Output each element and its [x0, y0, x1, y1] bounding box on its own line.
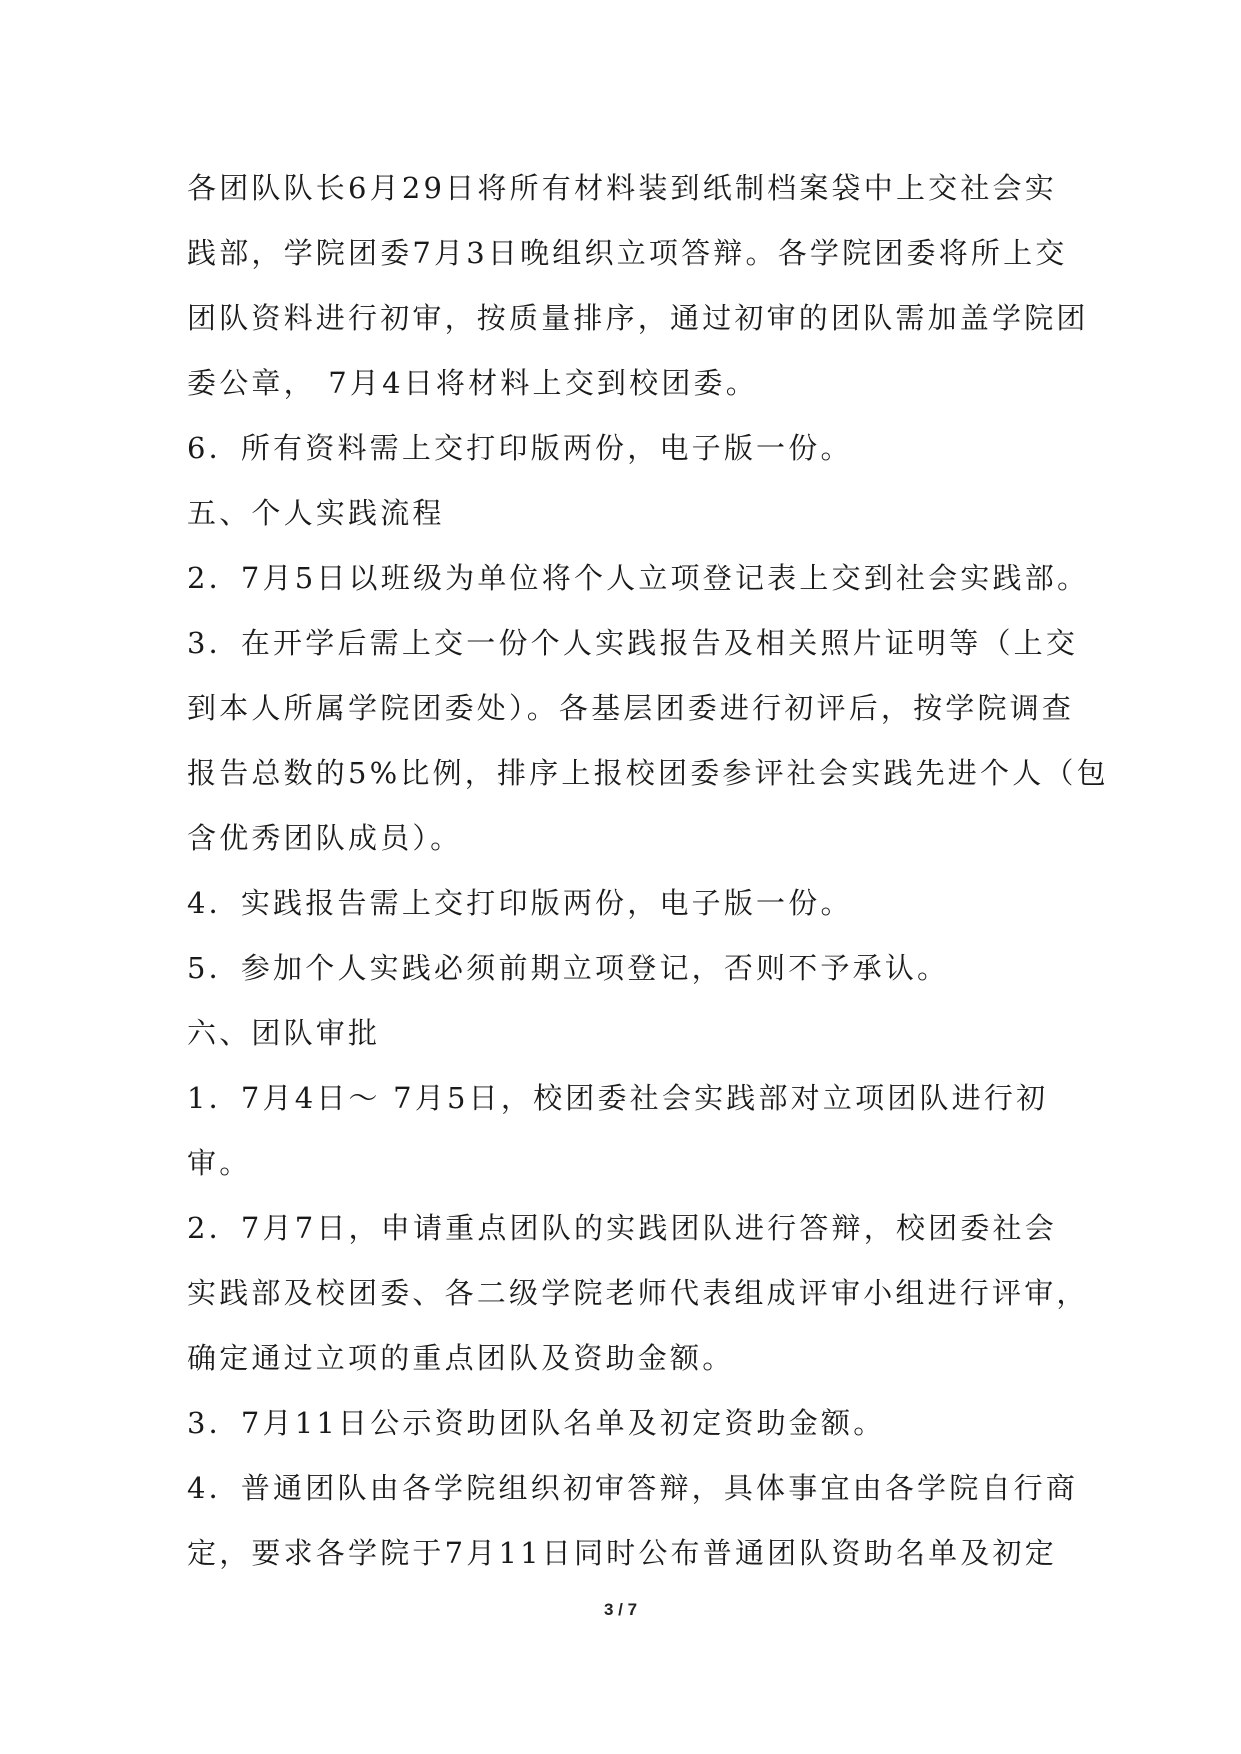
text-line: 2．7月5日以班级为单位将个人立项登记表上交到社会实践部。 [187, 561, 1090, 595]
section-heading: 六、团队审批 [187, 1016, 381, 1050]
text-line: 4．实践报告需上交打印版两份，电子版一份。 [187, 886, 853, 920]
text-line: 3．在开学后需上交一份个人实践报告及相关照片证明等（上交 [187, 626, 1079, 660]
text-line: 到本人所属学院团委处）。各基层团委进行初评后，按学院调查 [187, 691, 1075, 725]
text-line: 6．所有资料需上交打印版两份，电子版一份。 [187, 431, 853, 465]
text-line: 实践部及校团委、各二级学院老师代表组成评审小组进行评审， [187, 1276, 1089, 1310]
text-line: 报告总数的5%比例，排序上报校团委参评社会实践先进个人（包 [187, 756, 1109, 790]
text-line: 审。 [187, 1146, 252, 1180]
text-line: 确定通过立项的重点团队及资助金额。 [187, 1341, 735, 1375]
text-line: 各团队队长6月29日将所有材料装到纸制档案袋中上交社会实 [187, 171, 1057, 205]
page-number: 3 / 7 [603, 1600, 638, 1619]
text-line: 3．7月11日公示资助团队名单及初定资助金额。 [187, 1406, 886, 1440]
text-line: 团队资料进行初审，按质量排序，通过初审的团队需加盖学院团 [187, 301, 1089, 335]
text-line: 2．7月7日，申请重点团队的实践团队进行答辩，校团委社会 [187, 1211, 1057, 1245]
text-line: 4．普通团队由各学院组织初审答辩，具体事宜由各学院自行商 [187, 1471, 1079, 1505]
text-line: 1．7月4日～ 7月5日，校团委社会实践部对立项团队进行初 [187, 1081, 1049, 1115]
text-line: 践部，学院团委7月3日晚组织立项答辩。各学院团委将所上交 [187, 236, 1068, 270]
document-body [187, 156, 1109, 1586]
section-heading: 五、个人实践流程 [187, 496, 445, 530]
text-line: 含优秀团队成员）。 [187, 821, 463, 855]
text-line: 定，要求各学院于7月11日同时公布普通团队资助名单及初定 [187, 1536, 1057, 1570]
text-line: 委公章， 7月4日将材料上交到校团委。 [187, 366, 758, 400]
text-line: 5．参加个人实践必须前期立项登记，否则不予承认。 [187, 951, 950, 985]
